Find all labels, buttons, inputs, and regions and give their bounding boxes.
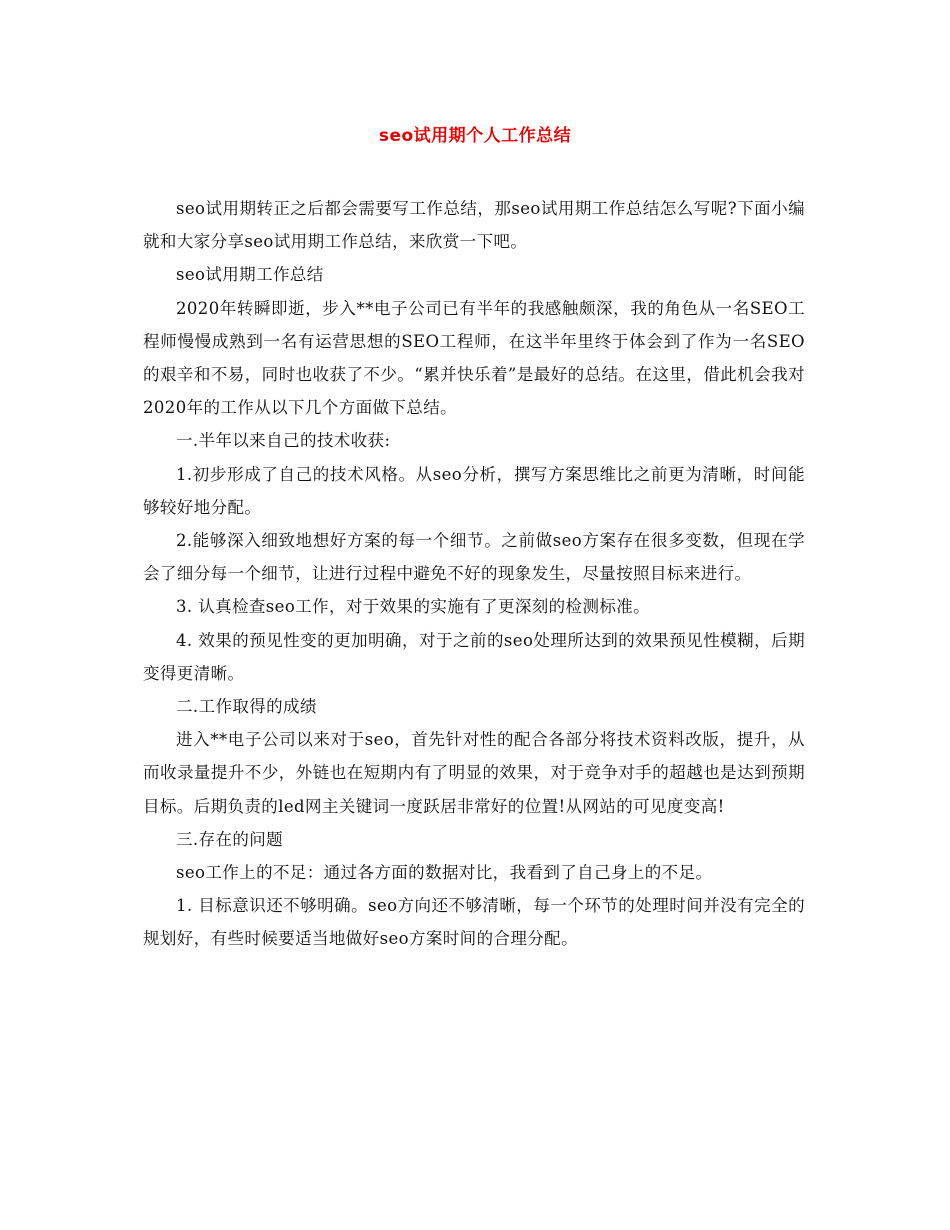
problem-item-1: 1. 目标意识还不够明确。seo方向还不够清晰，每一个环节的处理时间并没有完全的规划好，有些时候要适当地做好seo方案时间的合理分配。 xyxy=(143,896,805,949)
document-title: seo试用期个人工作总结 xyxy=(378,126,572,146)
paragraph-overview: 2020年转瞬即逝，步入**电子公司已有半年的我感触颇深，我的角色从一名SEO工程师慢慢成熟到一名有运营思想的SEO工程师，在这半年里终于体会到了作为一名SEO的艰辛和不易，同时也收获了不少。“累并快乐着”是最好的总结。在这里，借此机会我对2020年的工作从以下几个方面做下总结。 xyxy=(143,298,805,418)
paragraph-subtitle: seo试用期工作总结 xyxy=(176,265,324,285)
list-item-1: 1.初步形成了自己的技术风格。从seo分析，撰写方案思维比之前更为清晰，时间能够较好地分配。 xyxy=(143,464,805,517)
list-item-4: 4. 效果的预见性变的更加明确，对于之前的seo处理所达到的效果预见性模糊，后期变得更清晰。 xyxy=(143,630,805,683)
list-item-2: 2.能够深入细致地想好方案的每一个细节。之前做seo方案存在很多变数，但现在学会了细分每一个细节，让进行过程中避免不好的现象发生，尽量按照目标来进行。 xyxy=(143,531,805,584)
paragraph-intro: seo试用期转正之后都会需要写工作总结，那seo试用期工作总结怎么写呢?下面小编就和大家分享seo试用期工作总结，来欣赏一下吧。 xyxy=(143,199,805,252)
paragraph-shortcomings: seo工作上的不足：通过各方面的数据对比，我看到了自己身上的不足。 xyxy=(176,863,713,883)
list-item-3: 3. 认真检查seo工作，对于效果的实施有了更深刻的检测标准。 xyxy=(176,597,651,617)
section-heading-2: 二.工作取得的成绩 xyxy=(176,697,317,717)
paragraph-achievements: 进入**电子公司以来对于seo，首先针对性的配合各部分将技术资料改版，提升，从而收录量提升不少，外链也在短期内有了明显的效果，对于竞争对手的超越也是达到预期目标。后期负责的led网主关键词一度跃居非常好的位置!从网站的可见度变高! xyxy=(143,730,805,816)
document-body xyxy=(143,192,805,956)
section-heading-3: 三.存在的问题 xyxy=(176,829,284,849)
section-heading-1: 一.半年以来自己的技术收获: xyxy=(176,431,391,451)
